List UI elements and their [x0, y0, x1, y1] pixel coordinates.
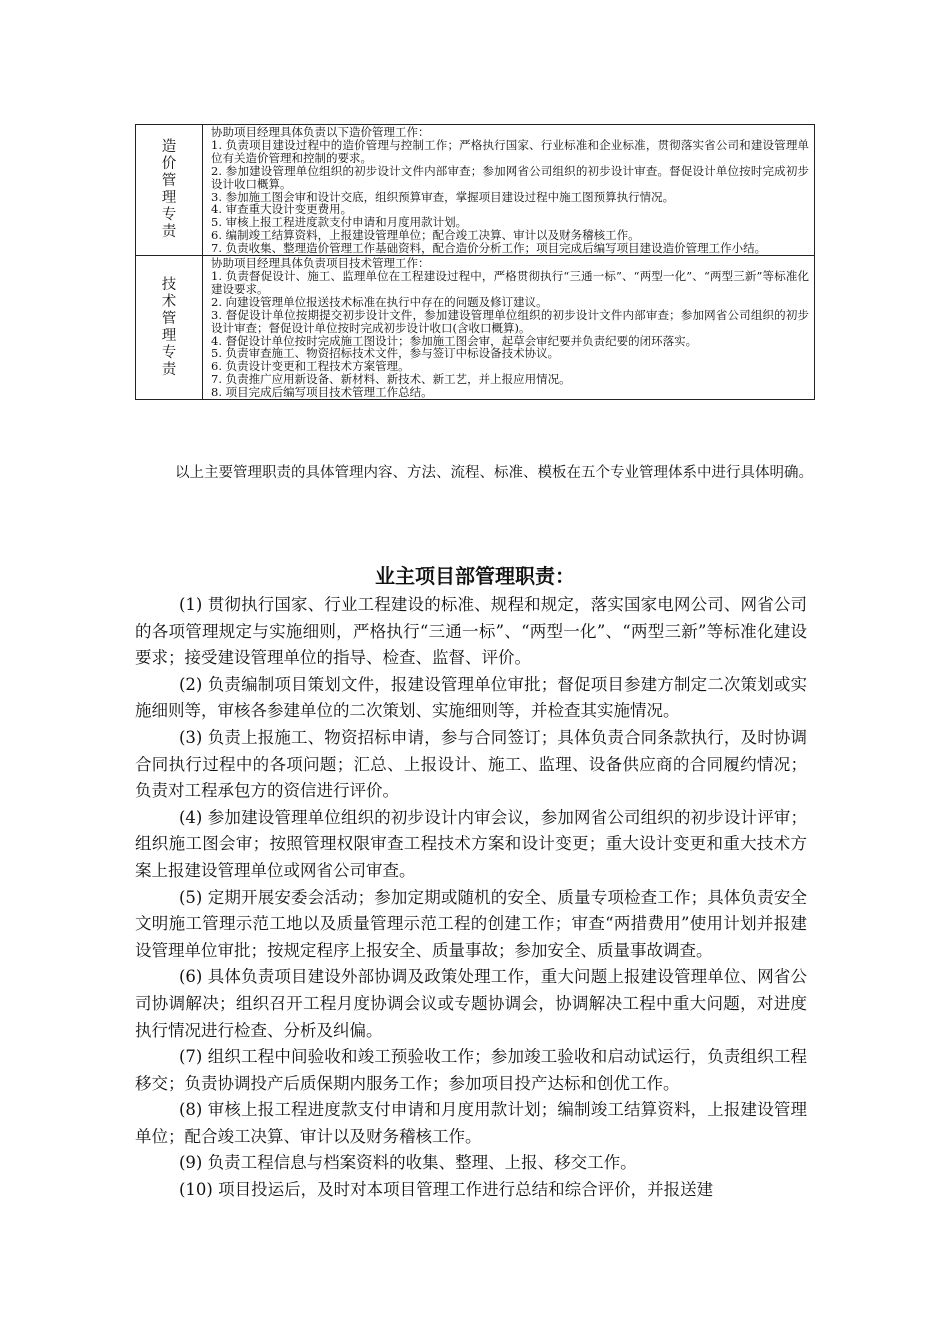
list-item: (2) 负责编制项目策划文件，报建设管理单位审批；督促项目参建方制定二次策划或实施细则等，审核各参建单位的二次策划、实施细则等，并检查其实施情况。	[135, 674, 807, 721]
duty-line: 1. 负责督促设计、施工、监理单位在工程建设过程中，严格贯彻执行“三通一标”、“两型一化”、“两型三新”等标准化建设要求。	[211, 268, 809, 296]
duty-line: 2. 向建设管理单位报送技术标准在执行中存在的问题及修订建议。	[211, 294, 548, 309]
duty-line: 3. 参加施工图会审和设计交底，组织预算审查，掌握项目建设过程中施工图预算执行情况。	[211, 189, 675, 204]
duty-line: 协助项目经理具体负责项目技术管理工作：	[211, 256, 430, 271]
list-item: (5) 定期开展安委会活动；参加定期或随机的安全、质量专项检查工作；具体负责安全文明施工管理示范工地以及质量管理示范工程的创建工作；审查“两措费用”使用计划并报建设管理单位审批；按规定程序上报安全、质量事故；参加安全、质量事故调查。	[135, 887, 807, 960]
duty-line: 4. 审查重大设计变更费用。	[211, 202, 353, 217]
duty-line: 7. 负责收集、整理造价管理工作基础资料，配合造价分析工作；项目完成后编写项目建设造价管理工作小结。	[211, 241, 767, 256]
table-row	[136, 125, 815, 256]
duty-line: 5. 审核上报工程进度款支付申请和月度用款计划。	[211, 215, 468, 230]
list-item: (10) 项目投运后，及时对本项目管理工作进行总结和综合评价，并报送建	[179, 1180, 714, 1200]
section-title: 业主项目部管理职责：	[375, 564, 575, 588]
duty-line: 6. 负责设计变更和工程技术方案管理。	[211, 359, 410, 374]
duty-line: 7. 负责推广应用新设备、新材料、新技术、新工艺，并上报应用情况。	[211, 372, 571, 387]
list-item: (3) 负责上报施工、物资招标申请，参与合同签订；具体负责合同条款执行，及时协调合同执行过程中的各项问题；汇总、上报设计、施工、监理、设备供应商的合同履约情况；负责对工程承包方的资信进行评价。	[135, 727, 807, 801]
role-label-cell	[136, 256, 203, 400]
role-label: 造价管理专责	[161, 139, 177, 241]
list-item: (1) 贯彻执行国家、行业工程建设的标准、规程和规定，落实国家电网公司、网省公司的各项管理规定与实施细则，严格执行“三通一标”、“两型一化”、“两型三新”等标准化建设要求；接受建设管理单位的指导、检查、监督、评价。	[135, 595, 807, 668]
role-duties-cell	[203, 125, 815, 256]
list-item: (8) 审核上报工程进度款支付申请和月度用款计划；编制竣工结算资料，上报建设管理单位；配合竣工决算、审计以及财务稽核工作。	[135, 1100, 807, 1146]
list-item: (6) 具体负责项目建设外部协调及政策处理工作，重大问题上报建设管理单位、网省公司协调解决；组织召开工程月度协调会议或专题协调会，协调解决工程中重大问题，对进度执行情况进行检查、分析及纠偏。	[135, 967, 807, 1040]
duty-line: 6. 编制竣工结算资料，上报建设管理单位；配合竣工决算、审计以及财务稽核工作。	[211, 228, 640, 243]
list-item: (9) 负责工程信息与档案资料的收集、整理、上报、移交工作。	[179, 1153, 637, 1173]
duty-list	[135, 592, 807, 1204]
role-label: 技术管理专责	[161, 276, 177, 378]
responsibility-table	[135, 124, 815, 400]
duty-line: 8. 项目完成后编写项目技术管理工作总结。	[211, 385, 433, 400]
table-row	[136, 256, 815, 400]
summary-note: 以上主要管理职责的具体管理内容、方法、流程、标准、模板在五个专业管理体系中进行具体明确。	[175, 465, 813, 481]
duty-line: 1. 负责项目建设过程中的造价管理与控制工作；严格执行国家、行业标准和企业标准，贯彻落实省公司和建设管理单位有关造价管理和控制的要求。	[211, 137, 809, 165]
list-item: (4) 参加建设管理单位组织的初步设计内审会议，参加网省公司组织的初步设计评审；组织施工图会审；按照管理权限审查工程技术方案和设计变更；重大设计变更和重大技术方案上报建设管理单位或网省公司审查。	[135, 807, 807, 880]
duty-line: 协助项目经理具体负责以下造价管理工作：	[211, 125, 430, 139]
role-duties-cell	[203, 256, 815, 400]
duty-line: 4. 督促设计单位按时完成施工图设计；参加施工图会审，起草会审纪要并负责纪要的闭环落实。	[211, 333, 698, 348]
role-label-cell	[136, 125, 203, 256]
duty-line: 5. 负责审查施工、物资招标技术文件，参与签订中标设备技术协议。	[211, 346, 560, 361]
duty-line: 2. 参加建设管理单位组织的初步设计文件内部审查；参加网省公司组织的初步设计审查。督促设计单位按时完成初步设计收口概算。	[211, 163, 809, 191]
duty-line: 3. 督促设计单位按期提交初步设计文件，参加建设管理单位组织的初步设计文件内部审查；参加网省公司组织的初步设计审查；督促设计单位按时完成初步设计收口(含收口概算)。	[211, 307, 809, 335]
list-item: (7) 组织工程中间验收和竣工预验收工作；参加竣工验收和启动试运行，负责组织工程移交；负责协调投产后质保期内服务工作；参加项目投产达标和创优工作。	[135, 1047, 807, 1093]
